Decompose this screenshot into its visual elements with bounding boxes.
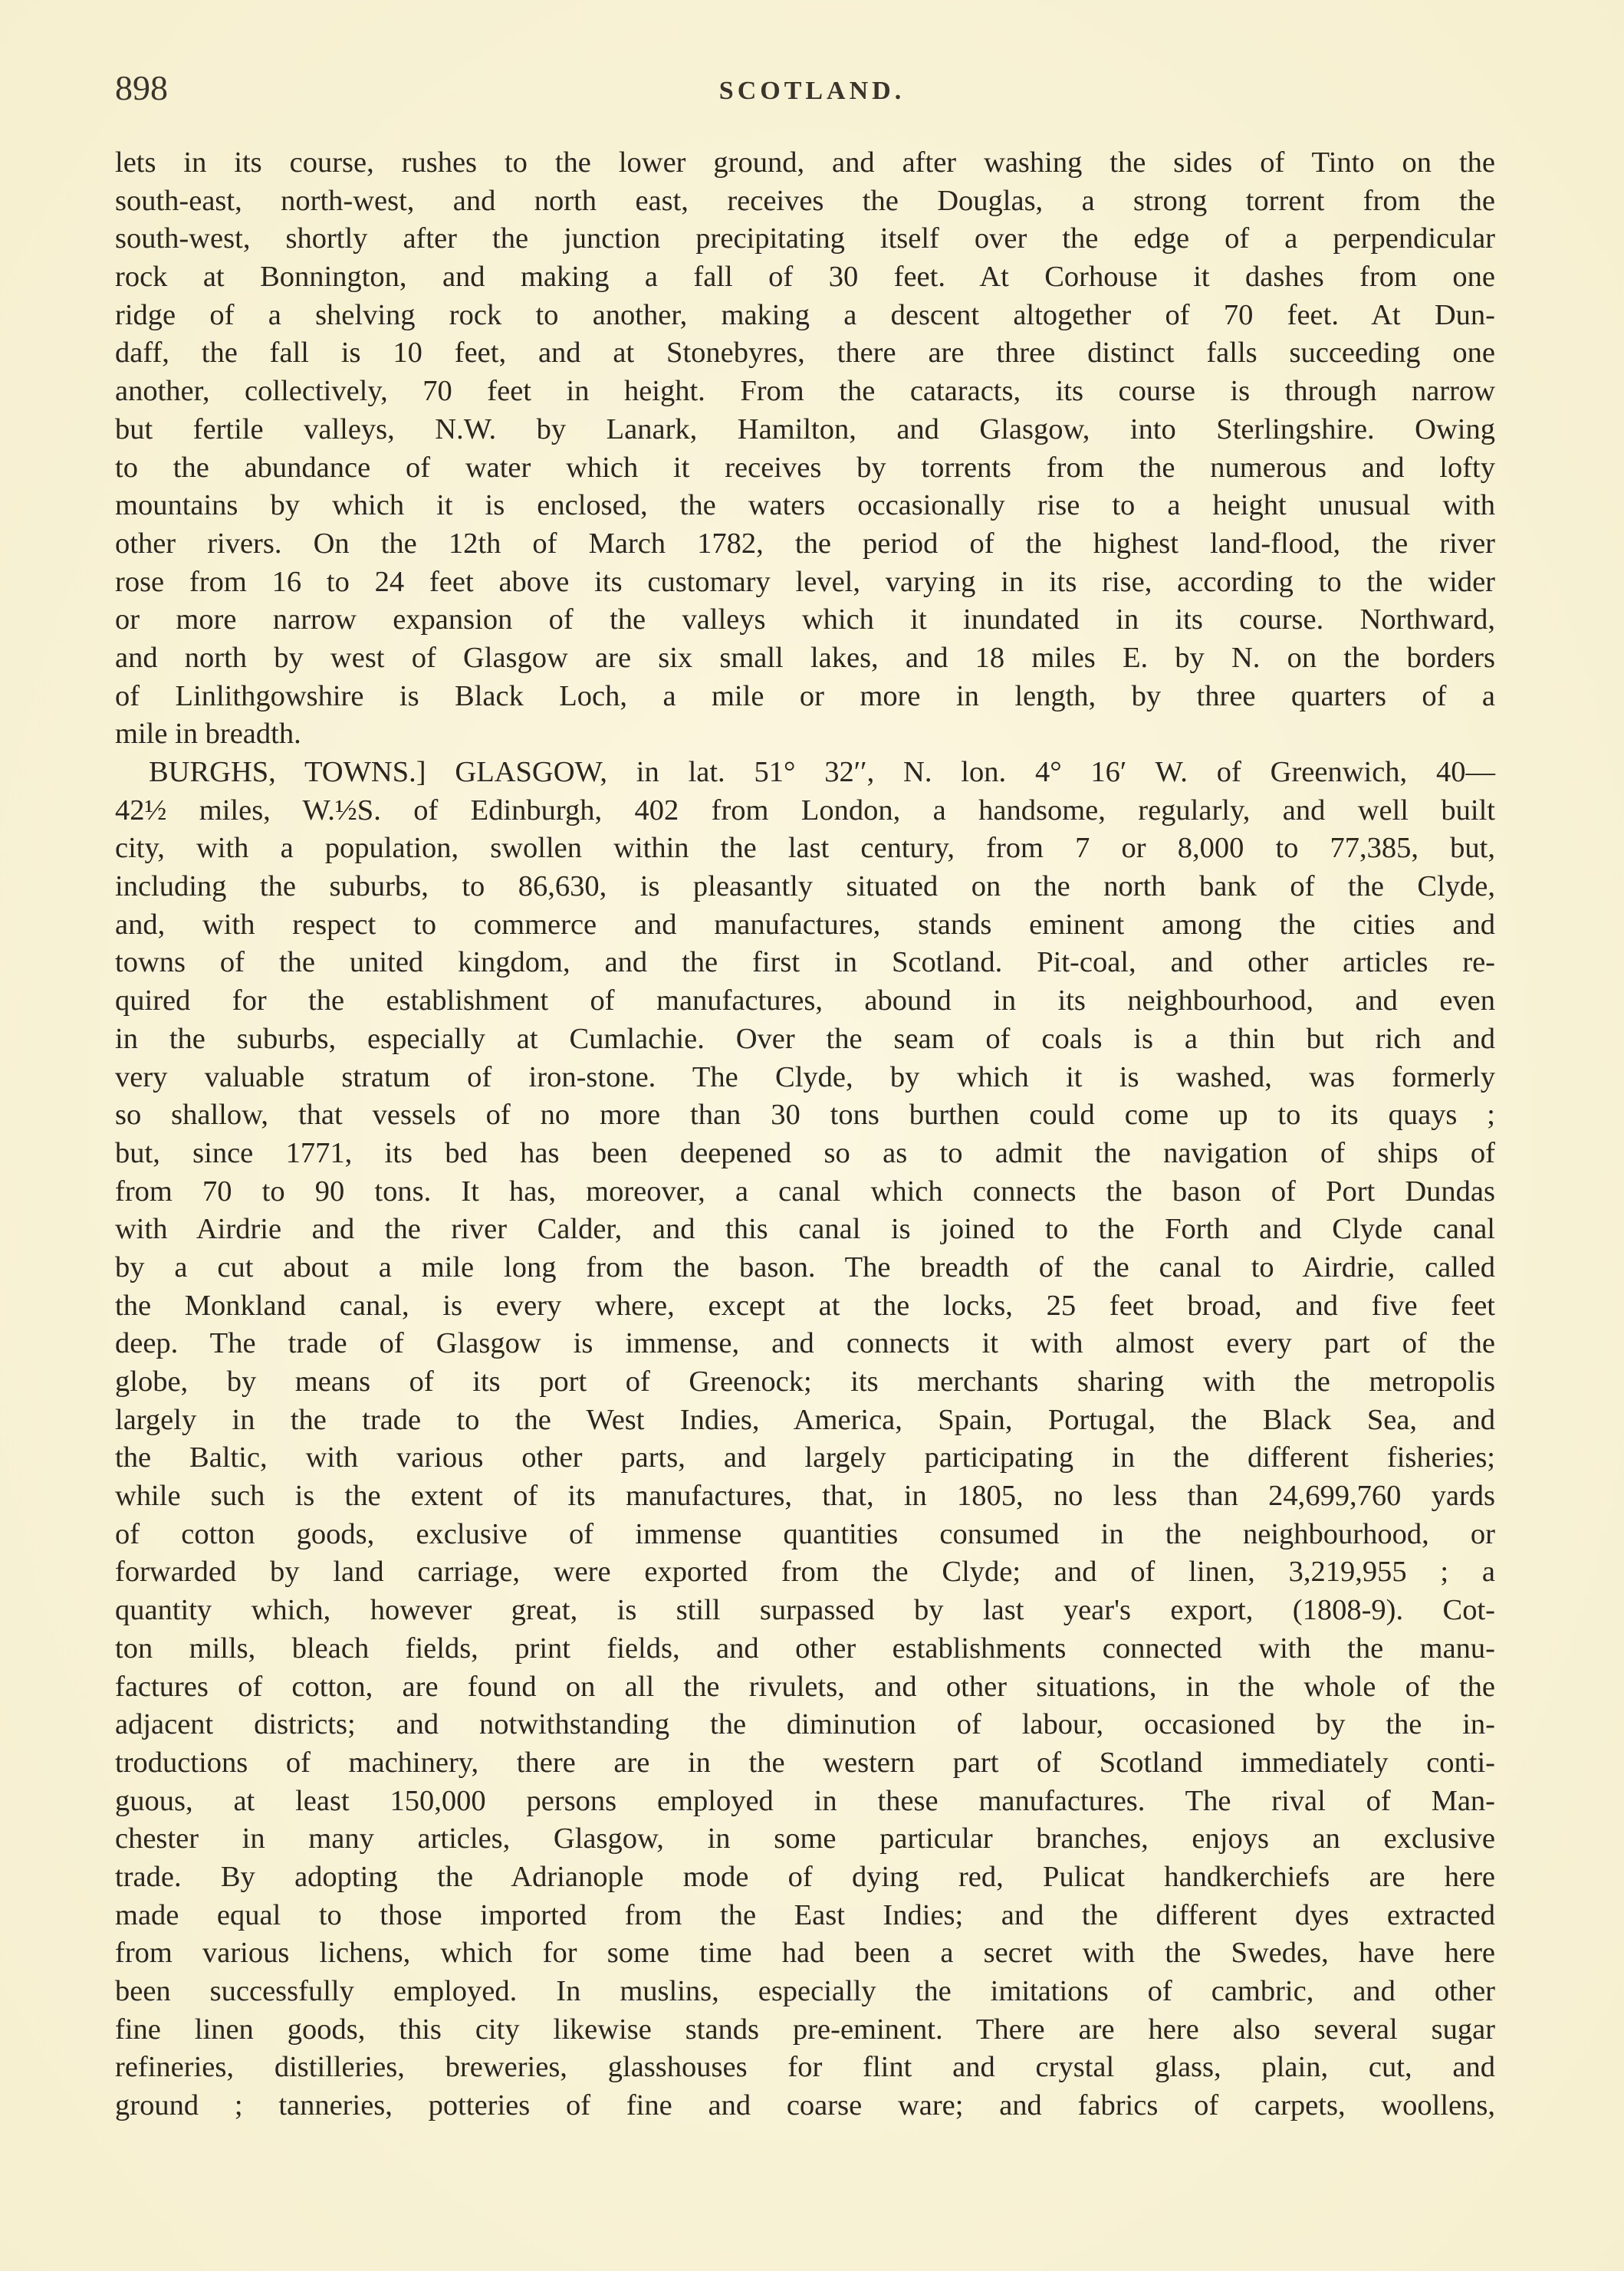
text-line: from 70 to 90 tons. It has, moreover, a canal which connects the bason of Port Dundas (115, 1175, 1495, 1208)
running-title: SCOTLAND. (718, 77, 906, 105)
text-line: so shallow, that vessels of no more than 30 tons burthen could come up to its quays ; (115, 1099, 1495, 1132)
text-line: rose from 16 to 24 feet above its customary level, varying in its rise, according to the wider (115, 565, 1495, 598)
text-line: mile in breadth. (115, 718, 301, 751)
text-line: mountains by which it is enclosed, the waters occasionally rise to a height unusual with (115, 489, 1495, 522)
section-heading-line: BURGHS, TOWNS.] GLASGOW, in lat. 51° 32′′, N. lon. 4° 16′ W. of Greenwich, 40— (149, 756, 1495, 788)
text-line: chester in many articles, Glasgow, in some particular branches, enjoys an exclusive (115, 1822, 1495, 1855)
text-line: other rivers. On the 12th of March 1782, the period of the highest land-flood, the river (115, 527, 1495, 560)
text-line: fine linen goods, this city likewise stands pre-eminent. There are here also several sugar (115, 2013, 1495, 2046)
text-line: while such is the extent of its manufactures, that, in 1805, no less than 24,699,760 yards (115, 1480, 1495, 1513)
text-line: ground ; tanneries, potteries of fine and coarse ware; and fabrics of carpets, woollens, (115, 2089, 1495, 2122)
text-line: quantity which, however great, is still surpassed by last year's export, (1808-9). Cot- (115, 1594, 1495, 1627)
text-line: but, since 1771, its bed has been deepened so as to admit the navigation of ships of (115, 1136, 1495, 1169)
text-line: guous, at least 150,000 persons employed in these manufactures. The rival of Man- (115, 1784, 1495, 1817)
text-line: or more narrow expansion of the valleys which it inundated in its course. Northward, (115, 603, 1495, 636)
text-line: made equal to those imported from the East Indies; and the different dyes extracted (115, 1898, 1495, 1931)
text-line: largely in the trade to the West Indies, America, Spain, Portugal, the Black Sea, and (115, 1403, 1495, 1436)
text-line: with Airdrie and the river Calder, and this canal is joined to the Forth and Clyde canal (115, 1213, 1495, 1246)
text-line: forwarded by land carriage, were exported from the Clyde; and of linen, 3,219,955 ; a (115, 1556, 1495, 1589)
text-line: very valuable stratum of iron-stone. The Clyde, by which it is washed, was formerly (115, 1060, 1495, 1093)
text-line: including the suburbs, to 86,630, is pleasantly situated on the north bank of the Clyde, (115, 870, 1495, 903)
text-line: refineries, distilleries, breweries, glasshouses for flint and crystal glass, plain, cut, and (115, 2051, 1495, 2084)
text-line: the Baltic, with various other parts, and largely participating in the different fisheries; (115, 1441, 1495, 1474)
text-line: and, with respect to commerce and manufactures, stands eminent among the cities and (115, 908, 1495, 941)
text-line: globe, by means of its port of Greenock; its merchants sharing with the metropolis (115, 1366, 1495, 1398)
body-text (115, 144, 1495, 2125)
text-line: by a cut about a mile long from the bason. The breadth of the canal to Airdrie, called (115, 1251, 1495, 1283)
text-line: from various lichens, which for some time had been a secret with the Swedes, have here (115, 1937, 1495, 1970)
text-line: ridge of a shelving rock to another, making a descent altogether of 70 feet. At Dun- (115, 298, 1495, 331)
text-line: adjacent districts; and notwithstanding the diminution of labour, occasioned by the in- (115, 1708, 1495, 1741)
text-line: in the suburbs, especially at Cumlachie. Over the seam of coals is a thin but rich and (115, 1022, 1495, 1055)
text-line: been successfully employed. In muslins, especially the imitations of cambric, and other (115, 1975, 1495, 2007)
text-line: the Monkland canal, is every where, except at the locks, 25 feet broad, and five feet (115, 1289, 1495, 1322)
text-line: trade. By adopting the Adrianople mode of dying red, Pulicat handkerchiefs are here (115, 1860, 1495, 1893)
text-line: quired for the establishment of manufactures, abound in its neighbourhood, and even (115, 984, 1495, 1017)
text-line: another, collectively, 70 feet in height. From the cataracts, its course is through narrow (115, 375, 1495, 408)
text-line: south-west, shortly after the junction precipitating itself over the edge of a perpendicular (115, 222, 1495, 255)
text-line: 42½ miles, W.½S. of Edinburgh, 402 from London, a handsome, regularly, and well built (115, 794, 1495, 827)
text-line: ton mills, bleach fields, print fields, and other establishments connected with the manu- (115, 1632, 1495, 1665)
text-line: south-east, north-west, and north east, receives the Douglas, a strong torrent from the (115, 184, 1495, 217)
text-line: factures of cotton, are found on all the rivulets, and other situations, in the whole of the (115, 1670, 1495, 1703)
text-line: daff, the fall is 10 feet, and at Stonebyres, there are three distinct falls succeeding one (115, 337, 1495, 370)
text-line: towns of the united kingdom, and the first in Scotland. Pit-coal, and other articles re- (115, 946, 1495, 979)
text-line: city, with a population, swollen within the last century, from 7 or 8,000 to 77,385, but, (115, 832, 1495, 865)
text-line: of Linlithgowshire is Black Loch, a mile or more in length, by three quarters of a (115, 679, 1495, 712)
text-line: to the abundance of water which it receives by torrents from the numerous and lofty (115, 451, 1495, 484)
page-number: 898 (115, 68, 168, 107)
text-line: of cotton goods, exclusive of immense quantities consumed in the neighbourhood, or (115, 1517, 1495, 1550)
text-line: rock at Bonnington, and making a fall of 30 feet. At Corhouse it dashes from one (115, 261, 1495, 294)
text-line: but fertile valleys, N.W. by Lanark, Hamilton, and Glasgow, into Sterlingshire. Owing (115, 412, 1495, 445)
text-line: lets in its course, rushes to the lower ground, and after washing the sides of Tinto on the (115, 146, 1495, 179)
text-line: and north by west of Glasgow are six small lakes, and 18 miles E. by N. on the borders (115, 641, 1495, 674)
text-line: deep. The trade of Glasgow is immense, and connects it with almost every part of the (115, 1327, 1495, 1360)
text-line: troductions of machinery, there are in the western part of Scotland immediately conti- (115, 1746, 1495, 1779)
